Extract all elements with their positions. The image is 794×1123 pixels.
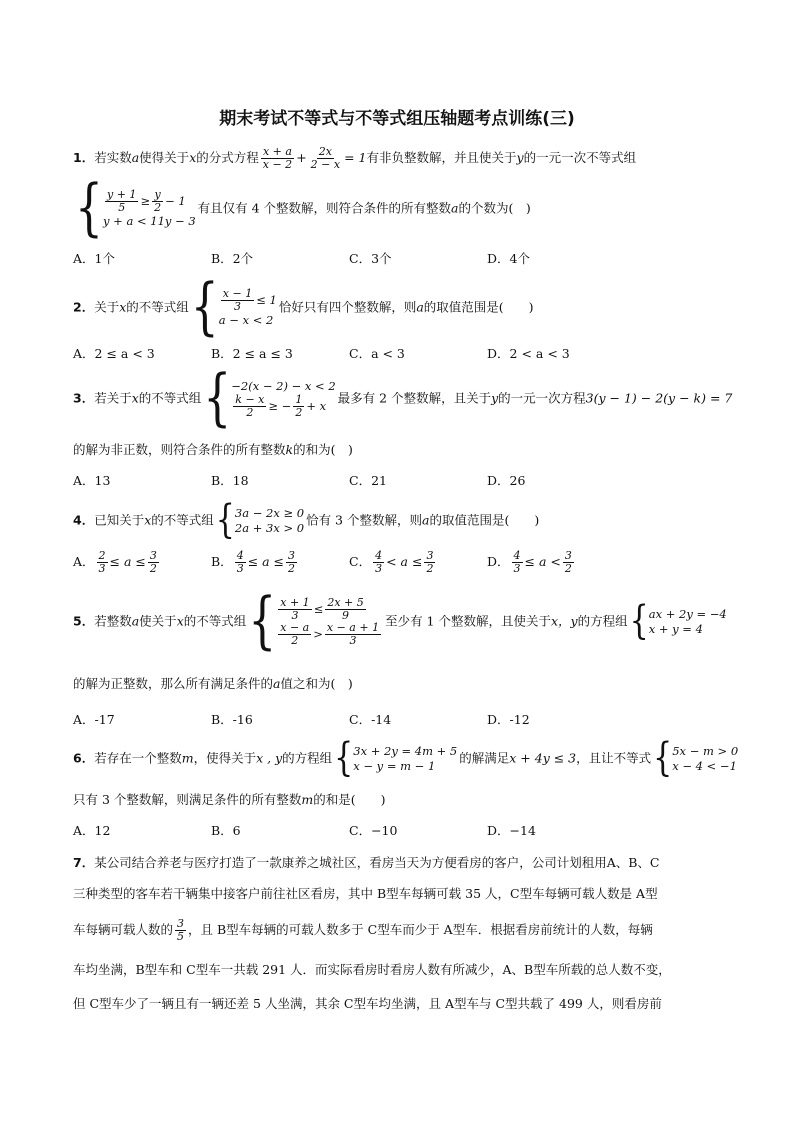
option-d[interactable]: D．2 < a < 3 — [487, 346, 570, 361]
option-a[interactable]: A．13 — [73, 473, 111, 488]
option-d[interactable]: D．26 — [487, 473, 526, 488]
question-7-line-5: 但 C型车少了一辆且有一辆还差 5 人坐满，其余 C型车均坐满，且 A型车与 C型共载了 499 人，则看房前 — [73, 996, 662, 1011]
question-number: 1． — [73, 150, 95, 165]
equation-system: { ax + 2y = −4 x + y = 4 — [629, 598, 727, 645]
option-c[interactable]: C．a < 3 — [349, 346, 405, 361]
option-a[interactable]: A．-17 — [73, 712, 115, 727]
question-3-options — [73, 472, 723, 490]
inequality-system: { 3a − 2x ≥ 0 2a + 3x > 0 — [215, 497, 305, 544]
question-7-line-2: 三种类型的客车若干辆集中接客户前往社区看房，其中 B型车每辆可载 35 人，C型车每辆可载人数是 A型 — [73, 886, 658, 901]
fraction: $\frac{3}{5}$ — [177, 917, 185, 943]
question-number: 5． — [73, 613, 95, 629]
option-d[interactable]: D．4个 — [487, 251, 530, 266]
question-7-line-4: 车均坐满，B型车和 C型车一共载 291 人．而实际看房时看房人数有所减少，A、B型车所载的总人数不变， — [73, 962, 671, 977]
option-d[interactable]: D．−14 — [487, 823, 536, 838]
question-4-line-1: 4．已知关于x的不等式组 { 3a − 2x ≥ 0 2a + 3x > 0 恰有 3 个整数解，则a的取值范围是( ) — [73, 497, 540, 544]
question-7-line-3: 车每辆可载人数的 $\frac{3}{5}$ ，且 B型车每辆的可载人数多于 C型车而少于 A型车．根据看房前统计的人数，每辆 — [73, 917, 653, 943]
option-d[interactable]: D．-12 — [487, 712, 530, 727]
question-2-line-1: 2．关于x的不等式组 { $\frac{x - 1}{3}$ ≤ 1 a − x < 2 恰好只有四个整数解，则a的取值范围是( ) — [73, 271, 534, 343]
question-number: 4． — [73, 512, 95, 528]
question-1-options — [73, 250, 723, 268]
question-5-line-2: 的解为正整数，那么所有满足条件的a值之和为( ) — [73, 676, 353, 691]
inequality-system: { $\frac{y + 1}{5}$ ≥ $\frac{y}{2}$ − 1 y + a < 11y − 3 — [75, 172, 196, 244]
option-c[interactable]: C．3个 — [349, 251, 392, 266]
equation-system: { 3x + 2y = 4m + 5 x − y = m − 1 — [334, 735, 458, 782]
inequality-system: { −2(x − 2) − x < 2 $\frac{k - x}{2}$ ≥ − $\frac{1}{2}$ + x — [203, 362, 336, 434]
question-number: 6． — [73, 750, 95, 766]
question-number: 3． — [73, 390, 95, 406]
option-c[interactable]: C． $\frac{4}{3}$ < a ≤ $\frac{3}{2}$ — [349, 549, 434, 575]
option-c[interactable]: C．-14 — [349, 712, 392, 727]
option-b[interactable]: B．18 — [211, 473, 249, 488]
option-a[interactable]: A．2 ≤ a < 3 — [73, 346, 155, 361]
option-c[interactable]: C．−10 — [349, 823, 398, 838]
question-4-options — [73, 550, 723, 575]
option-b[interactable]: B．6 — [211, 823, 241, 838]
question-number: 7． — [73, 855, 95, 870]
option-d[interactable]: D． $\frac{4}{3}$ ≤ a < $\frac{3}{2}$ — [487, 549, 572, 575]
question-5-options — [73, 711, 723, 729]
option-a[interactable]: A．1个 — [73, 251, 115, 266]
option-c[interactable]: C．21 — [349, 473, 387, 488]
question-number: 2． — [73, 299, 95, 315]
question-6-line-1: 6．若存在一个整数m，使得关于x , y的方程组 { 3x + 2y = 4m + 5 x − y = m − 1 的解满足x + 4y ≤ 3，且让不等式 { 5x − m > 0 x − 4 < −1 — [73, 735, 739, 782]
option-a[interactable]: A． $\frac{2}{3}$ ≤ a ≤ $\frac{3}{2}$ — [73, 549, 157, 575]
inequality-system: { $\frac{x - 1}{3}$ ≤ 1 a − x < 2 — [190, 271, 277, 343]
question-3-line-1: 3．若关于x的不等式组 { −2(x − 2) − x < 2 $\frac{k - x}{2}$ ≥ − $\frac{1}{2}$ + x 最多有 2 个整数解，且关于y的一元一次方程3(y − 1) − 2(y − k) = 7 — [73, 362, 733, 434]
question-3-line-2: 的解为非正数，则符合条件的所有整数k的和为( ) — [73, 442, 353, 457]
option-b[interactable]: B． $\frac{4}{3}$ ≤ a ≤ $\frac{3}{2}$ — [211, 549, 296, 575]
question-5-line-1: 5．若整数a使关于x的不等式组 { $\frac{x + 1}{3}$ ≤ $\frac{2x + 5}{9}$ $\frac{x - a}{2}$ > $\frac{x - a + 1}{3}$ 至少有 1 个整数解，且使关于x，y的方程组 { ax + 2y = −4 x + y = 4 — [73, 585, 727, 657]
page-title: 期末考试不等式与不等式组压轴题考点训练(三) — [219, 109, 575, 129]
option-b[interactable]: B．2 ≤ a ≤ 3 — [211, 346, 293, 361]
question-6-options — [73, 822, 723, 840]
question-2-options — [73, 345, 723, 363]
question-7-line-1: 7．某公司结合养老与医疗打造了一款康养之城社区，看房当天为方便看房的客户，公司计划租用A、B、C — [73, 855, 660, 870]
inequality-system: { 5x − m > 0 x − 4 < −1 — [653, 735, 739, 782]
fraction: $\frac{2x}{2 - x}$ — [310, 145, 341, 171]
inequality-system: { $\frac{x + 1}{3}$ ≤ $\frac{2x + 5}{9}$ $\frac{x - a}{2}$ > $\frac{x - a + 1}{3}$ — [248, 585, 380, 657]
option-b[interactable]: B．2个 — [211, 251, 254, 266]
option-b[interactable]: B．-16 — [211, 712, 253, 727]
question-6-line-2: 只有 3 个整数解，则满足条件的所有整数m的和是( ) — [73, 792, 386, 807]
fraction: $\frac{x + a}{x - 2}$ — [262, 145, 293, 171]
option-a[interactable]: A．12 — [73, 823, 111, 838]
question-1-line-2: { $\frac{y + 1}{5}$ ≥ $\frac{y}{2}$ − 1 y + a < 11y − 3 有且仅有 4 个整数解，则符合条件的所有整数a的个数为( ) — [75, 172, 531, 244]
question-1-line-1: 1．若实数a使得关于x的分式方程 $\frac{x + a}{x - 2}$ + $\frac{2x}{2 - x}$ = 1有非负整数解，并且使关于y的一元一次不等式组 — [73, 145, 637, 171]
